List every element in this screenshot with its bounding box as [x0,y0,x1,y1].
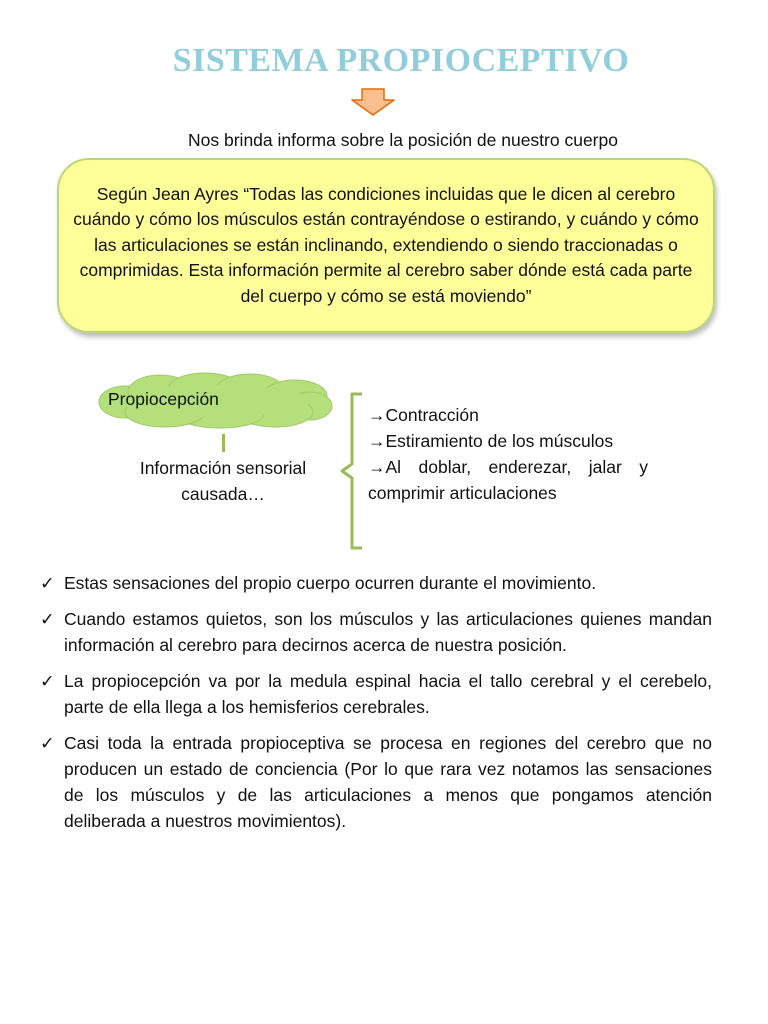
brace-list-item: →Estiramiento de los músculos [368,431,614,451]
bullet-item [40,730,712,834]
bullet-text: La propiocepción va por la medula espinal hacia el tallo cerebral y el cerebelo, parte de ella llega a los hemisferios cerebrales. [64,671,712,717]
bullet-item [40,606,712,658]
bullet-text: Casi toda la entrada propioceptiva se procesa en regiones del cerebro que no producen un estado de conciencia (Por lo que rara vez notamos las sensaciones de los músculos y de las articulaciones a menos que pongamos atención deliberada a nuestros movimientos). [64,733,712,831]
brace-list-item: →Contracción [368,405,479,425]
arrow-down-icon [350,88,396,116]
quote-box [57,158,715,333]
subtitle: Nos brinda informa sobre la posición de nuestro cuerpo [188,130,618,150]
bullet-text: Cuando estamos quietos, son los músculos y las articulaciones quienes mandan información al cerebro para decirnos acerca de nuestra posición. [64,609,712,655]
brace-icon [338,392,368,550]
info-label: Información sensorial causada… [139,458,307,504]
bullet-list [40,570,712,844]
connector-line [222,434,225,452]
bullet-item [40,668,712,720]
brace-list-item: →Al doblar, enderezar, jalar y comprimir articulaciones [368,457,648,503]
check-icon: ✓ [40,573,55,593]
check-icon: ✓ [40,733,55,753]
brace-list [368,402,648,506]
bullet-item [40,570,712,596]
page-title: SISTEMA PROPIOCEPTIVO [172,42,630,79]
cloud-label: Propiocepción [108,389,219,409]
bullet-text: Estas sensaciones del propio cuerpo ocurren durante el movimiento. [64,573,597,593]
check-icon: ✓ [40,609,55,629]
check-icon: ✓ [40,671,55,691]
quote-text: Según Jean Ayres “Todas las condiciones incluidas que le dicen al cerebro cuándo y cómo los músculos están contrayéndose o estirando, y cuándo y cómo las articulaciones se están inclinando, extendiendo o siendo traccionadas o comprimidas. Esta información permite al cerebro saber dónde está cada parte del cuerpo y cómo se está moviendo” [73,183,699,306]
